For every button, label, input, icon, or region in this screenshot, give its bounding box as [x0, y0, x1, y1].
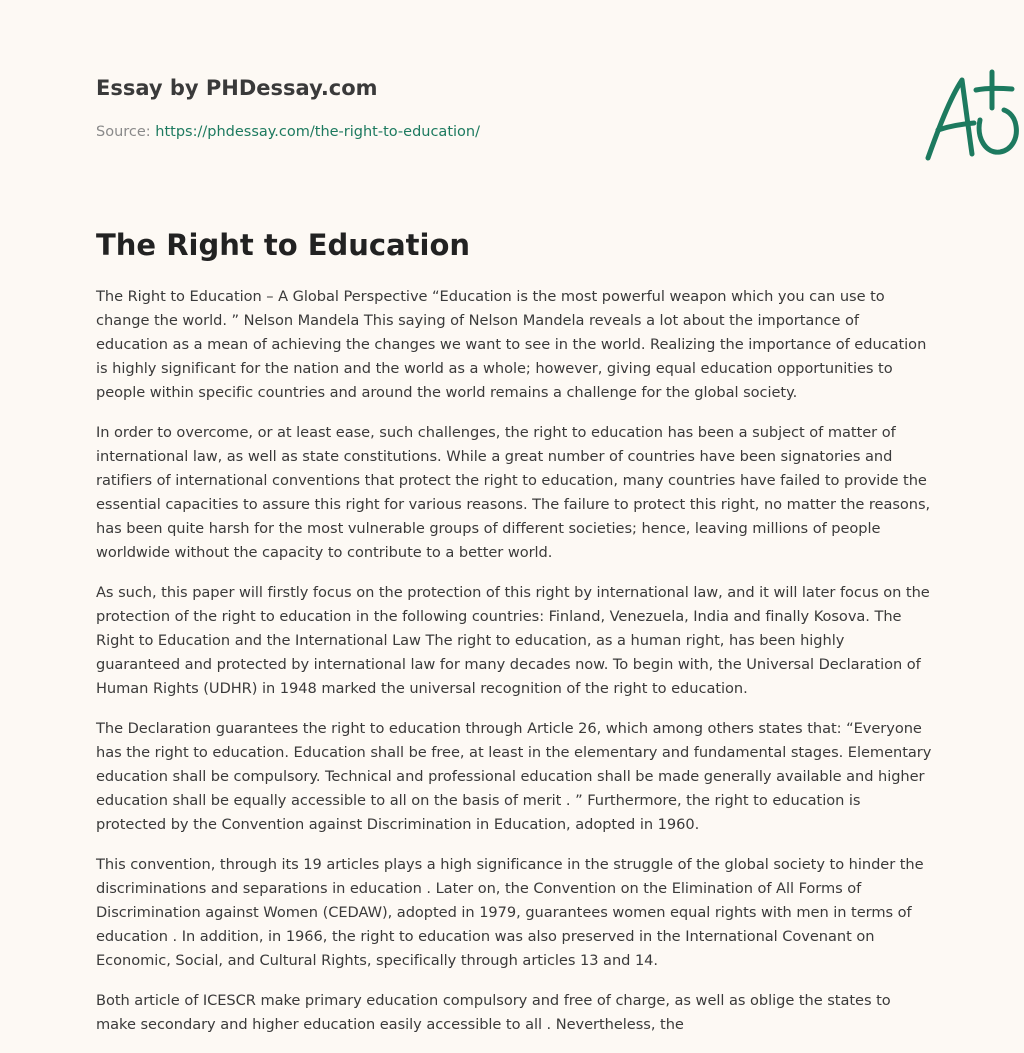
- source-label: Source:: [96, 124, 156, 140]
- source-link[interactable]: https://phdessay.com/the-right-to-education/: [155, 124, 480, 140]
- essay-paragraph: The Right to Education – A Global Perspective “Education is the most powerful weapon which you can use to change the world. ” Nelson Mandela This saying of Nelson Mandela reveals a lot about the importance of education as a mean of achieving the changes we want to see in the world. Realizing the importance of education is highly significant for the nation and the world as a whole; however, giving equal education opportunities to people within specific countries and around the world remains a challenge for the global society.: [96, 288, 927, 401]
- essay-paragraph: Both article of ICESCR make primary education compulsory and free of charge, as well as oblige the states to make secondary and higher education easily accessible to all . Nevertheless, the: [96, 992, 891, 1033]
- a-plus-grade-icon: [920, 68, 1022, 164]
- site-title: Essay by PHDessay.com: [96, 76, 378, 100]
- essay-title: The Right to Education: [96, 228, 471, 262]
- essay-paragraph: As such, this paper will firstly focus on the protection of this right by international law, and it will later focus on the protection of the right to education in the following countries: Finland, Venezuela, India and finally Kosova. The Right to Education and the International Law The right to education, as a human right, has been highly guaranteed and protected by international law for many decades now. To begin with, the Universal Declaration of Human Rights (UDHR) in 1948 marked the universal recognition of the right to education.: [96, 584, 930, 697]
- essay-paragraph: This convention, through its 19 articles plays a high significance in the struggle of the global society to hinder the discriminations and separations in education . Later on, the Convention on the Elimination of All Forms of Discrimination against Women (CEDAW), adopted in 1979, guarantees women equal rights with men in terms of education . In addition, in 1966, the right to education was also preserved in the International Covenant on Economic, Social, and Cultural Rights, specifically through articles 13 and 14.: [96, 856, 924, 969]
- essay-paragraph: In order to overcome, or at least ease, such challenges, the right to education has been a subject of matter of international law, as well as state constitutions. While a great number of countries have been signatories and ratifiers of international conventions that protect the right to education, many countries have failed to provide the essential capacities to assure this right for various reasons. The failure to protect this right, no matter the reasons, has been quite harsh for the most vulnerable groups of different societies; hence, leaving millions of people worldwide without the capacity to contribute to a better world.: [96, 424, 931, 561]
- essay-body: [96, 285, 932, 1053]
- essay-paragraph: The Declaration guarantees the right to education through Article 26, which among others states that: “Everyone has the right to education. Education shall be free, at least in the elementary and fundamental stages. Elementary education shall be compulsory. Technical and professional education shall be made generally available and higher education shall be equally accessible to all on the basis of merit . ” Furthermore, the right to education is protected by the Convention against Discrimination in Education, adopted in 1960.: [96, 720, 932, 833]
- source-line: [96, 124, 480, 140]
